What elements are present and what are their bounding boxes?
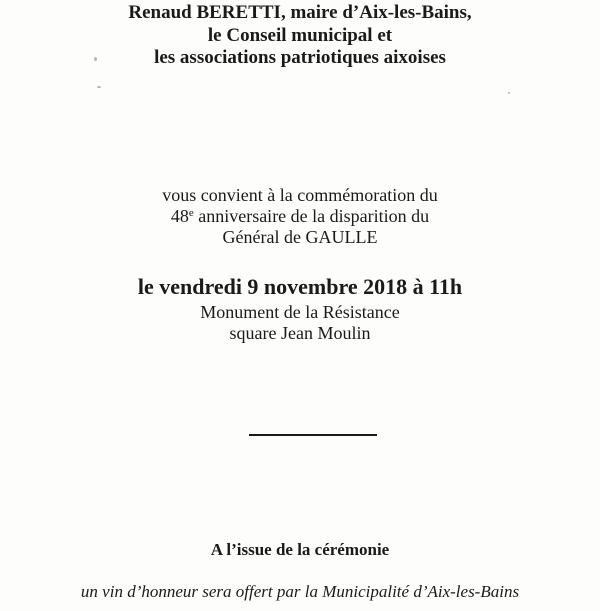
- invitation-line-2: [0, 206, 600, 227]
- event-date-time: le vendredi 9 novembre 2018 à 11h: [137, 274, 463, 299]
- scan-speck: [97, 86, 101, 88]
- header-line-organizer: Renaud BERETTI, maire d’Aix-les-Bains,: [128, 2, 472, 23]
- anniversary-number: 48: [170, 206, 189, 226]
- header-line-associations: les associations patriotiques aixoises: [154, 47, 446, 68]
- invitation-line-1: vous convient à la commémoration du: [162, 185, 438, 205]
- ordinal-suffix: e: [188, 207, 194, 219]
- reception-details: un vin d’honneur sera offert par la Municipalité d’Aix-les-Bains: [80, 582, 520, 601]
- invitation-line-3: Général de GAULLE: [222, 227, 378, 247]
- event-place-line-2: square Jean Moulin: [229, 323, 371, 343]
- separator-rule: [249, 434, 377, 436]
- scan-speck: [508, 92, 510, 94]
- reception-heading: A l’issue de la cérémonie: [210, 540, 390, 559]
- anniversary-text: anniversaire de la disparition du: [193, 206, 430, 226]
- event-place-line-1: Monument de la Résistance: [200, 302, 400, 322]
- header-line-council: le Conseil municipal et: [207, 25, 393, 46]
- scan-speck: [94, 57, 97, 61]
